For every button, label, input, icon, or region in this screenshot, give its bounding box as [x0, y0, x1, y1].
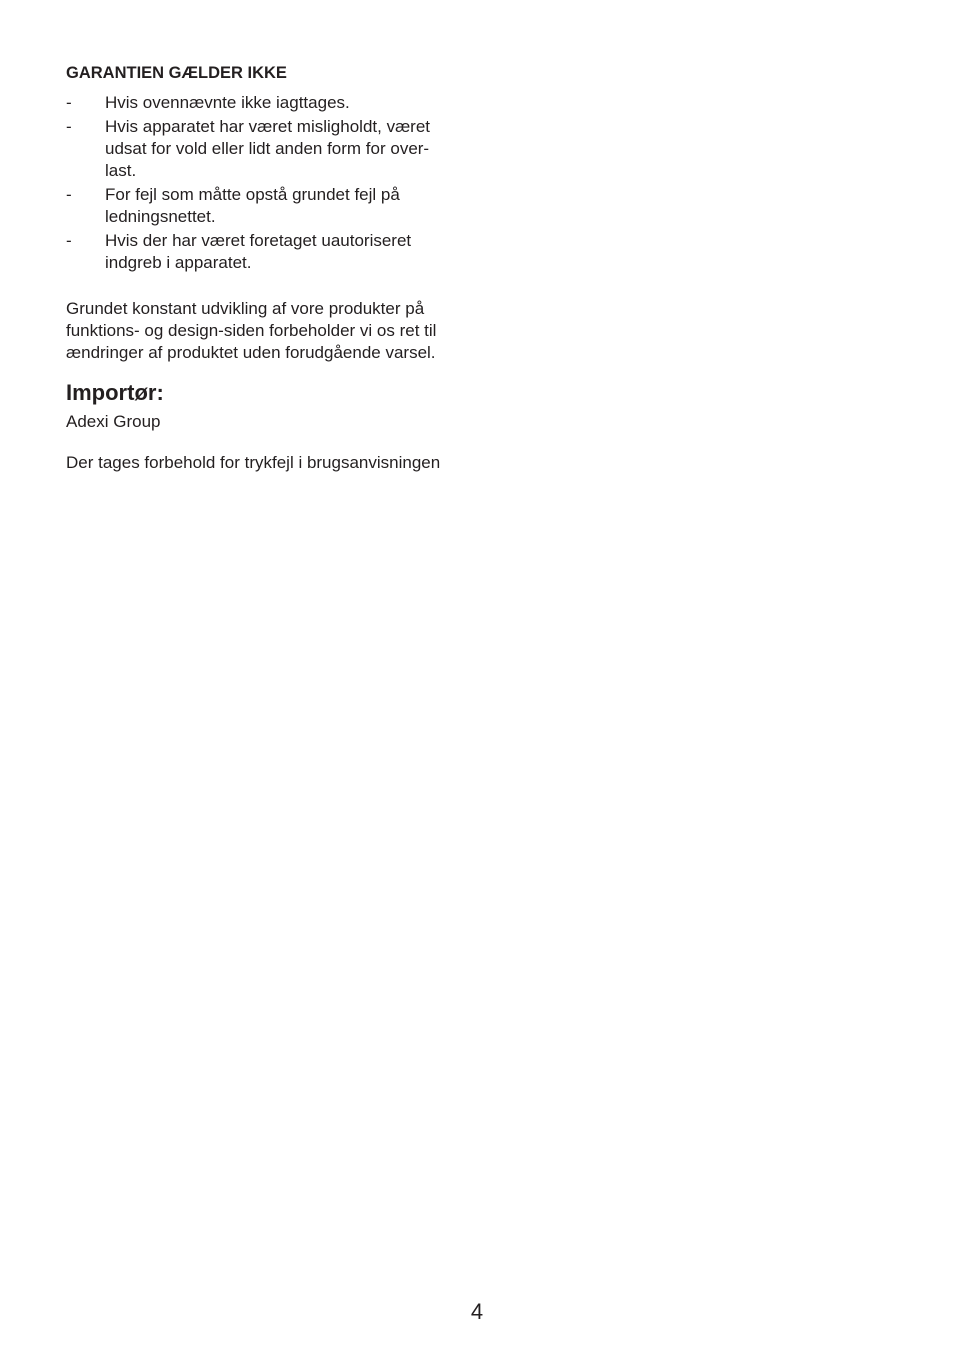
product-development-notice: Grundet konstant udvikling af vore produkter på funktions- og design-siden forbeholder vi os ret til ændringer af produktet uden forudgående varsel. — [66, 299, 437, 362]
list-item-text: Hvis ovennævnte ikke iagttages. — [105, 93, 350, 112]
page-number: 4 — [470, 1299, 484, 1324]
list-item-text: For fejl som måtte opstå grundet fejl på ledningsnettet. — [105, 185, 400, 226]
warranty-heading: GARANTIEN GÆLDER IKKE — [66, 64, 287, 82]
importer-name: Adexi Group — [66, 412, 161, 431]
list-item-text: Hvis apparatet har været misligholdt, været udsat for vold eller lidt anden form for over- last. — [105, 117, 431, 180]
bullet-dash: - — [66, 117, 72, 136]
warranty-exclusions-list — [66, 92, 476, 274]
list-item — [66, 230, 476, 274]
printing-error-disclaimer: Der tages forbehold for trykfejl i brugsanvisningen — [66, 453, 441, 472]
bullet-dash: - — [66, 93, 72, 112]
page-content — [66, 62, 476, 474]
bullet-dash: - — [66, 231, 72, 250]
bullet-dash: - — [66, 185, 72, 204]
list-item-text: Hvis der har været foretaget uautoriseret indgreb i apparatet. — [105, 231, 412, 272]
list-item — [66, 184, 476, 228]
list-item — [66, 92, 476, 114]
list-item — [66, 116, 476, 182]
importer-heading: Importør: — [66, 380, 164, 405]
